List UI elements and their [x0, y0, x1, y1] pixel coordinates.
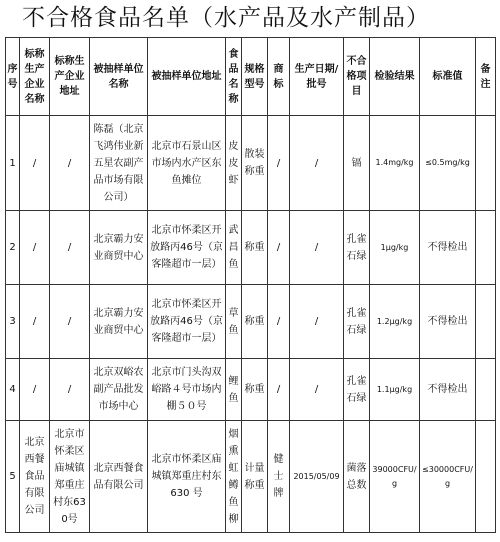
cell: 北京市怀柔区开放路丙46号（京客隆超市一层）	[148, 285, 226, 359]
cell: /	[20, 359, 50, 421]
cell: 北京市怀柔区庙城镇郑重庄村东630号	[50, 421, 90, 533]
cell: 散装称重	[242, 116, 268, 211]
table-row	[6, 421, 496, 533]
cell: /	[290, 116, 344, 211]
header-cell: 食品名称	[226, 38, 242, 116]
header-cell: 检验结果	[370, 38, 420, 116]
table-row	[6, 285, 496, 359]
cell: 1.1μg/kg	[370, 359, 420, 421]
cell: /	[50, 285, 90, 359]
cell: 北京市怀柔区开放路丙46号（京客隆超市一层）	[148, 211, 226, 285]
cell: /	[268, 116, 290, 211]
cell: 5	[6, 421, 20, 533]
cell: /	[268, 211, 290, 285]
cell: 2015/05/09	[290, 421, 344, 533]
cell: 皮皮虾	[226, 116, 242, 211]
header-cell: 标准值	[420, 38, 476, 116]
cell: 称重	[242, 285, 268, 359]
header-cell: 标称生产企业名称	[20, 38, 50, 116]
cell: 1.4mg/kg	[370, 116, 420, 211]
cell: 不得检出	[420, 211, 476, 285]
cell: /	[290, 359, 344, 421]
cell: 不得检出	[420, 359, 476, 421]
header-cell: 规格型号	[242, 38, 268, 116]
header-cell: 标称生产企业地址	[50, 38, 90, 116]
cell: 称重	[242, 359, 268, 421]
cell: 北京西餐食品有限公司	[90, 421, 148, 533]
cell	[476, 211, 496, 285]
cell: 1	[6, 116, 20, 211]
cell: 鲤鱼	[226, 359, 242, 421]
unqualified-food-table	[5, 37, 496, 533]
cell: 北京市怀柔区庙城镇郑重庄村东 630 号	[148, 421, 226, 533]
cell: 孔雀石绿	[344, 285, 370, 359]
table-row	[6, 116, 496, 211]
cell: 不得检出	[420, 285, 476, 359]
header-cell: 序号	[6, 38, 20, 116]
cell	[476, 359, 496, 421]
table-row	[6, 359, 496, 421]
cell: /	[20, 211, 50, 285]
cell: 北京霸力安业商贸中心	[90, 285, 148, 359]
cell: 北京市门头沟双峪路４号市场内棚５０号	[148, 359, 226, 421]
cell: 孔雀石绿	[344, 211, 370, 285]
cell	[476, 285, 496, 359]
cell: 2	[6, 211, 20, 285]
header-row	[6, 38, 496, 116]
cell: 北京市石景山区市场内水产区东鱼摊位	[148, 116, 226, 211]
cell: /	[268, 285, 290, 359]
cell: 烟熏虹鳟鱼柳	[226, 421, 242, 533]
cell: /	[290, 285, 344, 359]
cell: 草鱼	[226, 285, 242, 359]
cell: 武昌鱼	[226, 211, 242, 285]
cell	[476, 116, 496, 211]
cell: 陈磊（北京飞鸿伟业新五星农副产品市场有限公司）	[90, 116, 148, 211]
cell: 1μg/kg	[370, 211, 420, 285]
cell: /	[50, 211, 90, 285]
cell: /	[290, 211, 344, 285]
cell	[476, 421, 496, 533]
cell: 北京双峪农副产品批发市场中心	[90, 359, 148, 421]
cell: /	[268, 359, 290, 421]
cell: 健士牌	[268, 421, 290, 533]
header-cell: 备注	[476, 38, 496, 116]
cell: /	[50, 359, 90, 421]
cell: /	[20, 285, 50, 359]
header-cell: 商标	[268, 38, 290, 116]
cell: 1.2μg/kg	[370, 285, 420, 359]
header-cell: 被抽样单位地址	[148, 38, 226, 116]
cell: /	[20, 116, 50, 211]
cell: 3	[6, 285, 20, 359]
cell: 称重	[242, 211, 268, 285]
cell: 镉	[344, 116, 370, 211]
cell: /	[50, 116, 90, 211]
header-cell: 不合格项目	[344, 38, 370, 116]
cell: 4	[6, 359, 20, 421]
cell: 39000CFU/g	[370, 421, 420, 533]
header-cell: 生产日期/批号	[290, 38, 344, 116]
cell: 北京西餐食品有限公司	[20, 421, 50, 533]
page-title: 不合格食品名单（水产品及水产制品）	[22, 5, 430, 31]
cell: 北京霸力安业商贸中心	[90, 211, 148, 285]
cell: ≤0.5mg/kg	[420, 116, 476, 211]
header-cell: 被抽样单位名称	[90, 38, 148, 116]
cell: 菌落总数	[344, 421, 370, 533]
table-row	[6, 211, 496, 285]
cell: 孔雀石绿	[344, 359, 370, 421]
cell: 计量称重	[242, 421, 268, 533]
cell: ≤30000CFU/g	[420, 421, 476, 533]
